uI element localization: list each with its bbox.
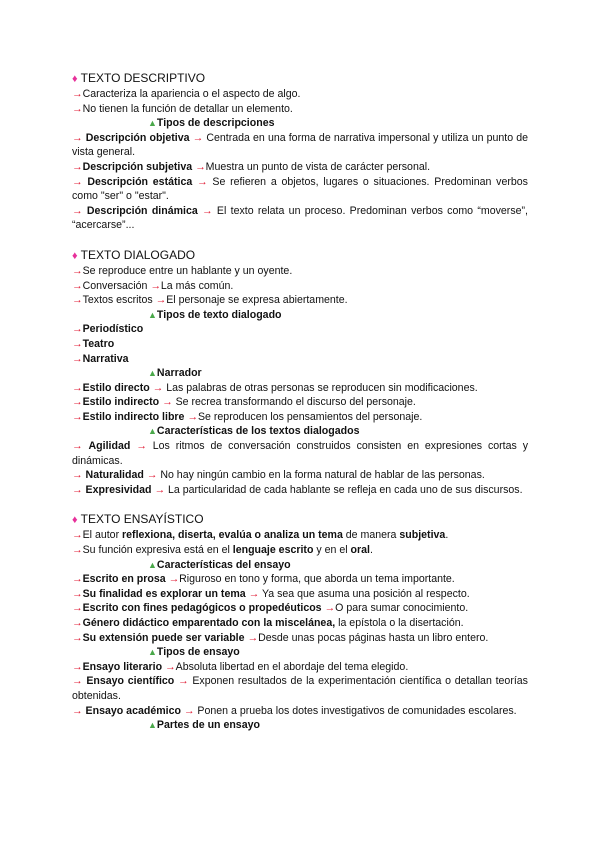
text-run: La particularidad de cada hablante se refleja en cada uno de sus discursos. [165,483,523,496]
text-run: Se reproducen los pensamientos del personaje. [197,410,423,423]
text-run: . [369,544,373,557]
arrow-icon: → [154,483,166,496]
triangle-bullet-icon: ▲ [148,118,157,129]
arrow-icon: → [72,544,83,557]
text-run: de manera [342,529,400,542]
bold-term: Agilidad [88,440,131,453]
diamond-bullet-icon: ♦ [72,514,78,527]
triangle-bullet-icon: ▲ [148,720,157,731]
arrow-icon: → [187,410,198,423]
text-run: Centrada en una forma de narrativa impersonal y utiliza un punto de vista general. [72,131,528,159]
arrow-icon: → [72,323,83,336]
arrow-icon: → [168,573,180,586]
text-line [72,587,528,602]
section-3 [72,511,528,732]
arrow-icon: → [72,352,83,365]
triangle-bullet-icon: ▲ [148,368,157,379]
bold-term: Descripción estática [87,175,193,188]
arrow-icon: → [146,469,158,482]
subheading [72,718,528,733]
bold-term: reflexiona, diserta, evalúa o analiza un tema [122,529,343,542]
arrow-icon: → [72,602,83,615]
bold-term: Estilo directo [82,381,150,394]
arrow-icon: → [72,631,83,644]
bold-term: oral [350,544,370,557]
triangle-bullet-icon: ▲ [148,309,157,320]
bold-term: Su finalidad es explorar un tema [82,587,246,600]
text-run: Muestra un punto de vista de carácter personal. [205,160,431,173]
arrow-icon: → [197,175,208,188]
arrow-icon: → [72,264,83,277]
arrow-icon: → [150,279,161,292]
subheading [72,366,528,381]
arrow-icon: → [192,131,204,144]
text-line [72,160,528,175]
text-run: El texto relata un proceso. Predominan verbos como “moverse”, “acercarse”... [72,204,528,232]
arrow-icon: → [72,396,83,409]
section-title: TEXTO ENSAYÍSTICO [80,512,204,527]
text-line [72,601,528,616]
bold-term: Ensayo académico [85,704,181,717]
arrow-icon: → [247,631,259,644]
arrow-icon: → [72,102,83,115]
bold-term: Expresividad [85,483,152,496]
text-run: El autor [82,529,123,542]
bold-term: subjetiva [399,529,446,542]
text-run: Riguroso en tono y forma, que aborda un tema importante. [179,573,455,586]
arrow-icon: → [165,660,176,673]
arrow-icon: → [72,675,83,688]
arrow-icon: → [72,337,83,350]
arrow-icon: → [72,381,83,394]
arrow-icon: → [195,160,206,173]
text-line [72,528,528,543]
text-run: Caracteriza la apariencia o el aspecto de algo. [82,88,301,100]
text-line [72,483,528,498]
text-line [72,131,528,160]
bold-term: Ensayo literario [82,660,163,673]
text-run: La más común. [160,279,234,292]
text-line [72,543,528,558]
text-run: la epístola o la disertación. [335,617,464,629]
arrow-icon: → [72,587,83,600]
arrow-icon: → [72,440,83,453]
text-line [72,674,528,703]
text-line [72,395,528,410]
arrow-icon: → [72,469,83,482]
arrow-icon: → [72,573,83,586]
text-line [72,616,528,631]
bold-term: Descripción objetiva [85,131,190,144]
text-run: Ya sea que asuma una posición al respecto. [259,587,470,600]
text-run: Se recrea transformando el discurso del personaje. [172,396,416,409]
text-line [72,322,528,337]
arrow-icon: → [72,529,83,542]
text-run: y en el [313,544,351,557]
section-heading [72,70,528,87]
text-line [72,631,528,646]
subheading-text: Características de los textos dialogados [156,425,360,438]
bold-term: Narrativa [82,352,129,365]
text-line [72,102,528,117]
arrow-icon: → [72,175,83,188]
text-run: Se reproduce entre un hablante y un oyente. [82,264,293,277]
bold-term: Género didáctico emparentado con la miscelánea, [82,617,336,629]
arrow-icon: → [72,131,83,144]
subheading [72,424,528,439]
arrow-icon: → [72,88,83,100]
arrow-icon: → [162,396,173,409]
triangle-bullet-icon: ▲ [148,647,157,658]
arrow-icon: → [72,660,83,673]
bold-term: Ensayo científico [86,675,175,688]
text-run: Exponen resultados de la experimentación científica o detallan teorías obtenidas. [72,675,528,702]
section-1 [72,70,528,233]
section-heading [72,511,528,528]
text-run: O para sumar conocimiento. [335,602,469,615]
arrow-icon: → [72,204,83,217]
section-title: TEXTO DESCRIPTIVO [80,71,206,85]
text-run: El personaje se expresa abiertamente. [166,294,348,307]
diamond-bullet-icon: ♦ [72,249,78,262]
subheading-text: Partes de un ensayo [156,719,260,732]
subheading-text: Tipos de texto dialogado [156,308,282,321]
subheading [72,308,528,323]
text-line [72,175,528,204]
bold-term: lenguaje escrito [232,544,314,557]
arrow-icon: → [72,410,83,423]
text-run: No tienen la función de detallar un elemento. [82,102,293,115]
arrow-icon: → [72,294,83,307]
triangle-bullet-icon: ▲ [148,559,157,570]
arrow-icon: → [72,483,83,496]
subheading [72,645,528,660]
text-run: Los ritmos de conversación construidos consisten en expresiones cortas y dinámicas. [72,440,528,467]
subheading-text: Tipos de ensayo [156,646,240,659]
text-line [72,264,528,279]
text-run: Desde unas pocas páginas hasta un libro entero. [258,631,489,644]
arrow-icon: → [136,440,147,453]
arrow-icon: → [155,294,167,307]
diamond-bullet-icon: ♦ [72,73,78,85]
text-line [72,410,528,425]
bold-term: Descripción dinámica [86,204,198,217]
arrow-icon: → [183,704,195,717]
triangle-bullet-icon: ▲ [148,426,157,437]
subheading-text: Narrador [156,367,202,380]
subheading-text: Características del ensayo [156,558,291,571]
bold-term: Escrito con fines pedagógicos o propedéuticos [82,602,322,615]
bold-term: Descripción subjetiva [82,160,193,173]
text-line [72,204,528,233]
bold-term: Estilo indirecto [82,396,160,409]
arrow-icon: → [72,160,83,173]
section-heading [72,247,528,264]
subheading-text: Tipos de descripciones [156,117,275,130]
subheading [72,558,528,573]
bold-term: Naturalidad [85,469,144,482]
section-2 [72,247,528,498]
document-page [72,70,528,747]
text-line [72,381,528,396]
text-line [72,572,528,587]
bold-term: Periodístico [82,323,144,336]
text-line [72,87,528,102]
bold-term: Teatro [82,337,115,350]
text-line [72,279,528,294]
arrow-icon: → [72,617,83,629]
text-run: Textos escritos [82,294,156,307]
arrow-icon: → [178,675,189,688]
arrow-icon: → [202,204,213,217]
text-line [72,660,528,675]
text-run: Su función expresiva está en el [82,544,233,557]
text-run: Conversación [82,279,151,292]
arrow-icon: → [72,704,83,717]
bold-term: Escrito en prosa [82,573,166,586]
text-run: Las palabras de otras personas se reproducen sin modificaciones. [163,381,478,394]
bold-term: Su extensión puede ser variable [82,631,245,644]
text-run: . [445,529,449,542]
text-line [72,352,528,367]
arrow-icon: → [152,381,164,394]
text-line [72,704,528,719]
arrow-icon: → [72,279,83,292]
text-run: Ponen a prueba los dotes investigativos de comunidades escolares. [194,704,517,717]
arrow-icon: → [324,602,336,615]
text-line [72,293,528,308]
section-title: TEXTO DIALOGADO [80,247,196,262]
text-run: No hay ningún cambio en la forma natural de hablar de las personas. [157,469,485,482]
subheading [72,116,528,131]
text-run: Absoluta libertad en el abordaje del tema elegido. [175,660,409,673]
text-line [72,337,528,352]
text-run: Se refieren a objetos, lugares o situaciones. Predominan verbos como "ser" o "estar". [72,175,528,203]
arrow-icon: → [248,587,260,600]
bold-term: Estilo indirecto libre [82,410,185,423]
text-line [72,468,528,483]
text-line [72,439,528,468]
